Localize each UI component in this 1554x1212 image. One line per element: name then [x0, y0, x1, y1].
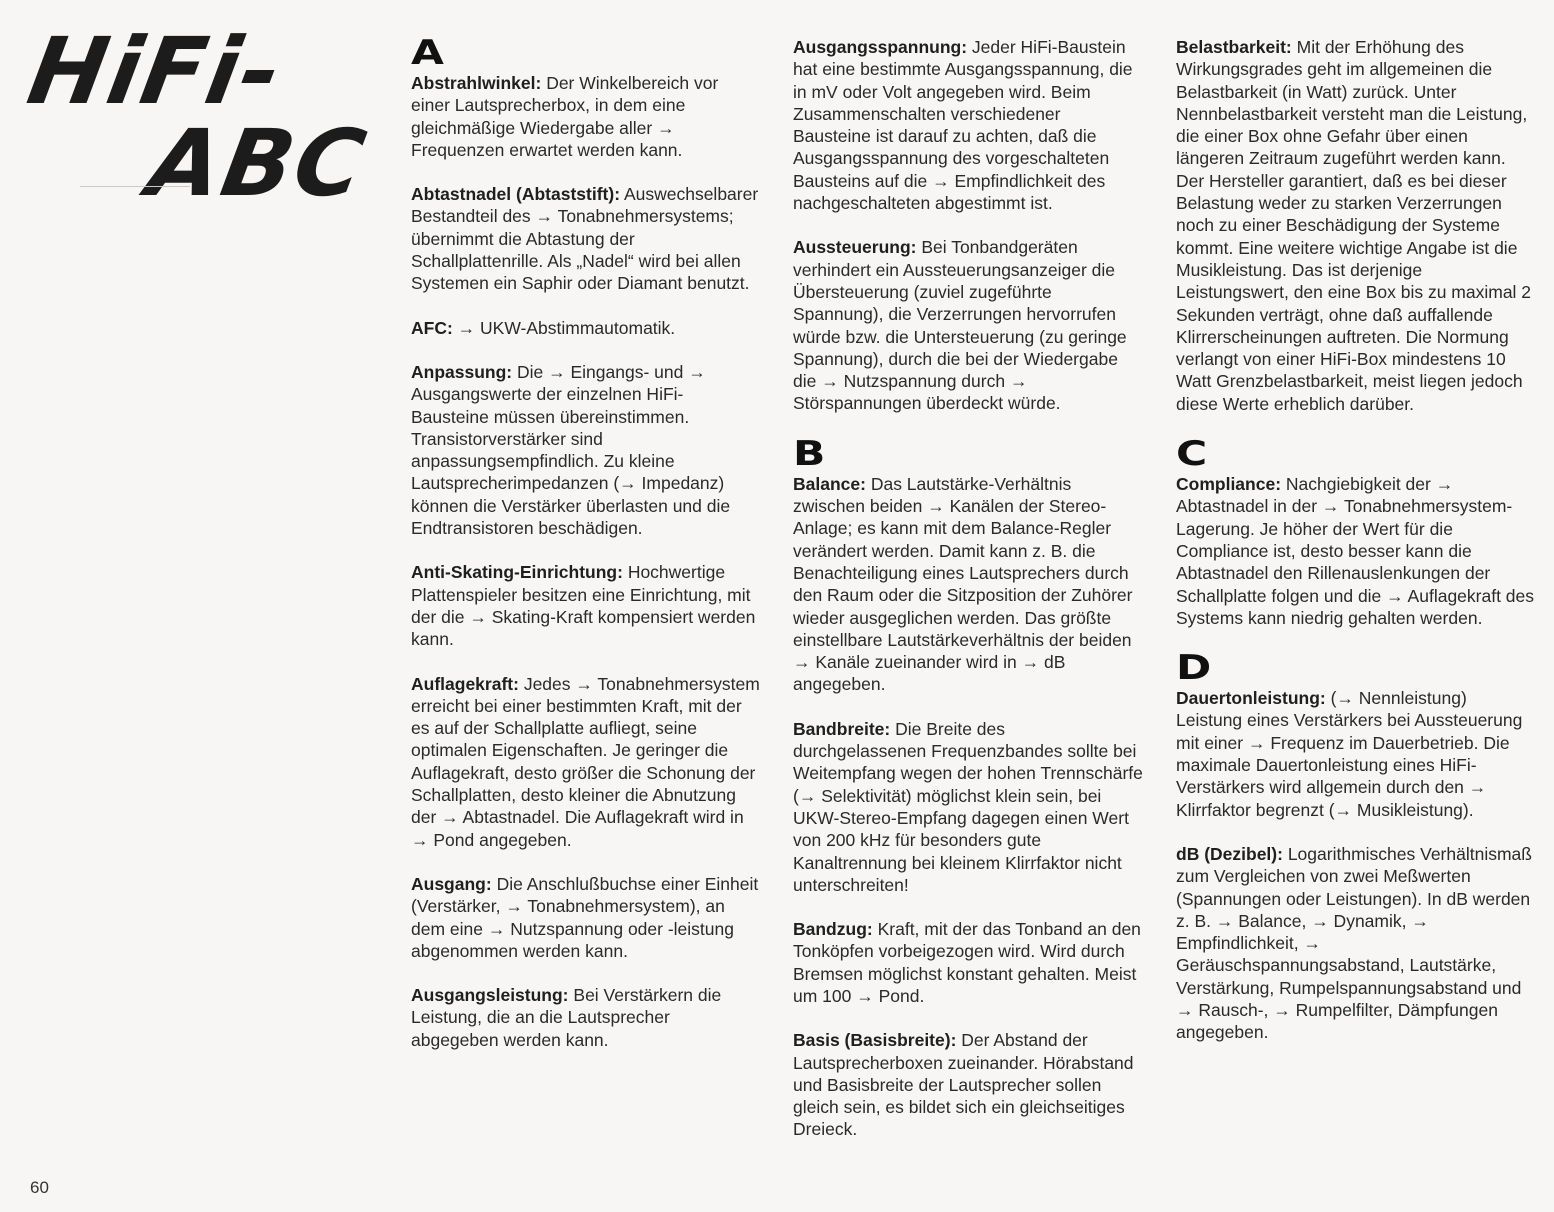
glossary-entry	[411, 72, 761, 161]
glossary-entry	[1176, 473, 1536, 629]
glossary-term: Basis (Basisbreite):	[793, 1030, 957, 1051]
glossary-term: Abstrahlwinkel:	[411, 73, 542, 93]
section-letter: B	[793, 433, 826, 474]
column-3	[1176, 36, 1536, 1066]
glossary-entry	[411, 873, 761, 962]
glossary-entry	[793, 918, 1143, 1007]
glossary-definition: (→ Nennleistung) Leistung eines Verstärkers bei Aussteuerung mit einer → Frequenz im Dauerbetrieb. Die maximale Dauertonleistung eines HiFi-Verstärkers wird allgemein durch den → Klirrfaktor begrenzt (→ Musikleistung).	[1176, 688, 1523, 820]
glossary-entry	[1176, 36, 1536, 415]
glossary-definition: Hochwertige Plattenspieler besitzen eine Einrichtung, mit der die → Skating-Kraft kompensiert werden kann.	[411, 562, 756, 650]
glossary-entry	[411, 561, 761, 650]
glossary-definition: Die → Eingangs- und → Ausgangswerte der einzelnen HiFi-Bausteine müssen übereinstimmen. Transistorverstärker sind anpassungsempfindlich. Zu kleine Lautsprecherimpedanzen (→ Impedanz) können die Verstärker überlasten und die Endtransistoren beschädigen.	[411, 361, 731, 539]
glossary-definition: Der Abstand der Lautsprecherboxen zueinander. Hörabstand und Basisbreite der Lautsprecher sollen gleich sein, es bildet sich ein gleichseitiges Dreieck.	[793, 1030, 1134, 1140]
glossary-term: Bandzug:	[793, 919, 873, 940]
glossary-definition: Jeder HiFi-Baustein hat eine bestimmte Ausgangsspannung, die in mV oder Volt angegeben wird. Beim Zusammenschalten verschiedener Bausteine ist darauf zu achten, daß die Ausgangsspannung des vorgeschalteten Bausteins auf die → Empfindlichkeit des nachgeschalteten abgestimmt ist.	[793, 37, 1133, 214]
glossary-term: Dauertonleistung:	[1176, 688, 1326, 709]
glossary-entry	[793, 1029, 1143, 1140]
glossary-entry	[793, 236, 1143, 414]
glossary-entry	[1176, 687, 1536, 821]
column-2	[793, 36, 1143, 1163]
glossary-term: Balance:	[793, 473, 866, 494]
section-letter: C	[1176, 434, 1208, 475]
glossary-entry	[411, 984, 761, 1051]
glossary-definition: Bei Tonbandgeräten verhindert ein Aussteuerungsanzeiger die Übersteuerung (zuviel zugeführte Spannung), die Verzerrungen hervorrufen würde bzw. die Untersteuerung (zu geringe Spannung), durch die bei der Wiedergabe die → Nutzspannung durch → Störspannungen überdeckt würde.	[793, 237, 1127, 414]
glossary-term: Anpassung:	[411, 361, 513, 382]
glossary-definition: Das Lautstärke-Verhältnis zwischen beiden → Kanälen der Stereo-Anlage; es kann mit dem Balance-Regler verändert werden. Damit kann z. B. die Benachteiligung eines Lautsprechers durch den Raum oder die Sitzposition der Zuhörer wieder ausgeglichen werden. Das größte einstellbare Lautstärkeverhältnis der beiden → Kanäle zueinander wird in → dB angegeben.	[793, 473, 1133, 695]
section-letter: A	[411, 33, 444, 73]
title-line-1: HiFi-	[20, 18, 291, 125]
glossary-entry	[411, 183, 761, 294]
glossary-entry	[411, 317, 761, 339]
title-line-2: ABC	[140, 110, 375, 217]
glossary-definition: → UKW-Abstimmautomatik.	[457, 317, 676, 338]
glossary-entry	[411, 673, 761, 851]
glossary-term: Ausgangsspannung:	[793, 37, 968, 57]
glossary-entry	[793, 36, 1143, 214]
glossary-term: Abtastnadel (Abtaststift):	[411, 184, 621, 205]
section-letter: D	[1176, 648, 1212, 689]
glossary-entry	[1176, 843, 1536, 1044]
glossary-term: Auflagekraft:	[411, 673, 519, 694]
glossary-definition: Mit der Erhöhung des Wirkungsgrades geht im allgemeinen die Belastbarkeit (in Watt) zurück. Unter Nennbelastbarkeit versteht man die Leistung, die einer Box ohne Gefahr über einen längeren Zeitraum zugeführt werden kann. Der Hersteller garantiert, daß es bei dieser Belastung weder zu starken Verzerrungen noch zu einer Beschädigung der Systeme kommt. Eine weitere wichtige Angabe ist die Musikleistung. Das ist derjenige Leistungswert, den eine Box bis zu maximal 2 Sekunden verträgt, ohne daß auffallende Klirrerscheinungen auftreten. Die Normung verlangt von einer HiFi-Box mindestens 10 Watt Grenzbelastbarkeit, meist liegen jedoch diese Werte erheblich darüber.	[1176, 37, 1532, 414]
glossary-definition: Logarithmisches Verhältnismaß zum Vergleichen von zwei Meßwerten (Spannungen oder Leistungen). In dB werden z. B. → Balance, → Dynamik, → Empfindlichkeit, → Geräuschspannungsabstand, Lautstärke, Verstärkung, Rumpelspannungsabstand und → Rausch-, → Rumpelfilter, Dämpfungen angegeben.	[1176, 843, 1532, 1043]
glossary-definition: Kraft, mit der das Tonband an den Tonköpfen vorbeigezogen wird. Wird durch Bremsen möglichst konstant gehalten. Meist um 100 → Pond.	[793, 919, 1141, 1006]
glossary-definition: Die Anschlußbuchse einer Einheit (Verstärker, → Tonabnehmersystem), an dem eine → Nutzspannung oder -leistung abgenommen werden kann.	[411, 873, 759, 961]
glossary-term: Ausgang:	[411, 873, 492, 894]
glossary-definition: Die Breite des durchgelassenen Frequenzbandes sollte bei Weitempfang wegen der hohen Trennschärfe (→ Selektivität) möglichst klein sein, bei UKW-Stereo-Empfang dagegen einen Wert von 200 kHz für besonders gute Kanaltrennung bei kleinem Klirrfaktor nicht unterschreiten!	[793, 718, 1143, 895]
glossary-term: Ausgangsleistung:	[411, 985, 569, 1006]
glossary-definition: Bei Verstärkern die Leistung, die an die Lautsprecher abgegeben werden kann.	[411, 985, 722, 1050]
page-title	[20, 18, 390, 217]
glossary-definition: Jedes → Tonabnehmersystem erreicht bei einer bestimmten Kraft, mit der es auf der Schallplatte aufliegt, seine optimalen Eigenschaften. Je geringer die Auflagekraft, desto größer die Schonung der Schallplatten, desto kleiner die Abnutzung der → Abtastnadel. Die Auflagekraft wird in → Pond angegeben.	[411, 673, 760, 850]
glossary-term: Bandbreite:	[793, 718, 891, 739]
glossary-term: dB (Dezibel):	[1176, 843, 1283, 864]
glossary-entry	[793, 718, 1143, 896]
glossary-entry	[793, 473, 1143, 696]
glossary-entry	[411, 361, 761, 539]
glossary-term: AFC:	[411, 317, 453, 338]
glossary-term: Compliance:	[1176, 474, 1282, 495]
glossary-definition: Auswechselbarer Bestandteil des → Tonabnehmersystems; übernimmt die Abtastung der Schallplattenrille. Als „Nadel“ wird bei allen Systemen ein Saphir oder Diamant benutzt.	[411, 184, 759, 294]
glossary-definition: Der Winkelbereich vor einer Lautsprecherbox, in dem eine gleichmäßige Wiedergabe aller → Frequenzen erwartet werden kann.	[411, 73, 719, 160]
page-number: 60	[30, 1178, 49, 1197]
title-divider	[80, 186, 190, 187]
glossary-definition: Nachgiebigkeit der → Abtastnadel in der → Tonabnehmersystem-Lagerung. Je höher der Wert für die Compliance ist, desto besser kann die Abtastnadel den Rillenauslenkungen der Schallplatte folgen und die → Auflagekraft des Systems kann niedrig gehalten werden.	[1176, 474, 1535, 628]
glossary-term: Belastbarkeit:	[1176, 37, 1292, 57]
column-1	[411, 33, 761, 1073]
glossary-term: Anti-Skating-Einrichtung:	[411, 562, 623, 583]
glossary-term: Aussteuerung:	[793, 237, 917, 258]
